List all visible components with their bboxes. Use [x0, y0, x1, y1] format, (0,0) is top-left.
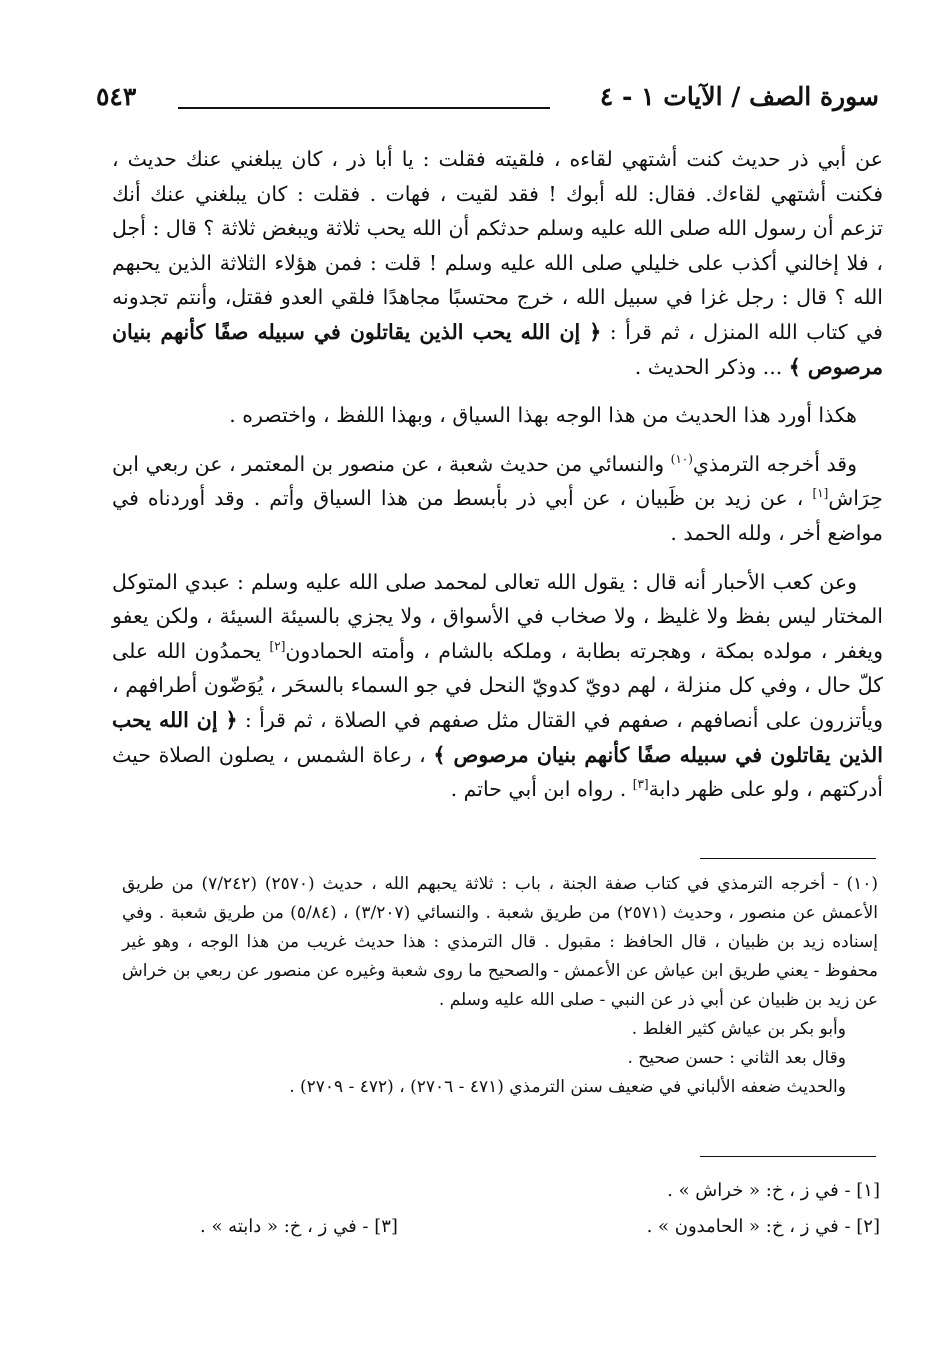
variant-notes	[200, 1170, 880, 1250]
footnote-10: (١٠) - أخرجه الترمذي في كتاب صفة الجنة ، باب : ثلاثة يحبهم الله ، حديث (٢٥٧٠) (٧/٢٤٢) من طريق الأعمش عن منصور ، وحديث (٢٥٧١) من طريق شعبة . والنسائي (٣/٢٠٧) ، (٥/٨٤) من طريق شعبة . وفي إسناده زيد بن ظبيان ، قال الحافظ : مقبول . قال الترمذي : هذا حديث غريب من هذا الوجه ، وهو غير محفوظ - يعني طريق ابن عياش عن الأعمش - والصحيح ما روى شعبة وغيره عن منصور عن ربعي بن خراش عن زيد بن ظبيان عن أبي ذر عن النبي - صلى الله عليه وسلم .	[122, 874, 879, 1010]
kaab-text-2: يحمدُون الله على كلّ حال ، وفي كل منزلة ، لهم دويّ كدويّ النحل في جو السماء بالسحَر ، يُوَضّون أطرافهم ، ويأتزرون على أنصافهم ، صفهم في القتال مثل صفهم في الصلاة ، ثم قرأ :	[112, 638, 883, 732]
note-ref[interactable]: [٢]	[269, 638, 286, 653]
variant-note-1: [١] - في ز ، خ: « خراش » .	[667, 1180, 880, 1201]
note-ref[interactable]: [٣]	[632, 777, 649, 792]
footnote-line: وقال بعد الثاني : حسن صحيح .	[627, 1048, 846, 1068]
header-rule	[178, 107, 550, 109]
footnote-line: والحديث ضعفه الألباني في ضعيف سنن الترمذي (٤٧١ - ٢٧٠٦) ، (٤٧٢ - ٢٧٠٩) .	[289, 1077, 846, 1097]
note-ref[interactable]: [١]	[812, 486, 829, 501]
footnote-line: وأبو بكر بن عياش كثير الغلط .	[631, 1019, 846, 1039]
footnote-ref[interactable]: (١٠)	[670, 451, 693, 466]
page-number: ٥٤٣	[96, 82, 137, 111]
paragraph-takhrij	[112, 447, 883, 551]
kaab-text-4: . رواه ابن أبي حاتم .	[450, 777, 627, 802]
takhrij-text-2: والنسائي من حديث شعبة ، عن منصور بن المعتمر ، عن ربعي ابن حِرَاش	[112, 451, 883, 511]
paragraph-comment	[112, 398, 883, 433]
hadith-text-end: ... وذكر الحديث .	[634, 354, 783, 379]
paragraph-kaab	[112, 565, 883, 807]
paragraph-hadith	[112, 142, 883, 384]
main-text	[112, 142, 883, 821]
quran-quote: ﴿ إن الله يحب الذين يقاتلون في سبيله صفًا كأنهم بنيان مرصوص ﴾	[112, 319, 883, 379]
variant-note-2: [٢] - في ز ، خ: « الحامدون » .	[646, 1216, 880, 1237]
notes-separator	[700, 1156, 876, 1157]
kaab-text-3: ، رعاة الشمس ، يصلون الصلاة حيث أدركتهم ، ولو على ظهر دابة	[112, 742, 883, 802]
running-title: سورة الصف / الآيات ١ - ٤	[599, 82, 879, 111]
hadith-text: عن أبي ذر حديث كنت أشتهي لقاءه ، فلقيته فقلت : يا أبا ذر ، كان يبلغني عنك حديث ، فكنت أشتهي لقاءك. فقال: لله أبوك ! فقد لقيت ، فهات . فقلت : كان يبلغني عنك أنك تزعم أن رسول الله صلى الله عليه وسلم حدثكم أن الله يحب ثلاثة ويبغض ثلاثة ؟ قال : أجل ، فلا إخالني أكذب على خليلي صلى الله عليه وسلم ! قلت : فمن هؤلاء الثلاثة الذين يحبهم الله ؟ قال : رجل غزا في سبيل الله ، خرج محتسبًا مجاهدًا فلقي العدو فقتل، وأنتم تجدونه في كتاب الله المنزل ، ثم قرأ :	[112, 147, 883, 344]
page-header	[96, 82, 879, 122]
variant-note-3: [٣] - في ز ، خ: « دابته » .	[200, 1216, 398, 1237]
kaab-text: وعن كعب الأحبار أنه قال : يقول الله تعالى لمحمد صلى الله عليه وسلم : عبدي المتوكل المختار ليس بفظ ولا غليظ ، ولا صخاب في الأسواق ، ولا يجزي بالسيئة السيئة ، ولكن يعفو ويغفر ، مولده بمكة ، وهجرته بطابة ، وملكه بالشام ، وأمته الحمادون	[112, 569, 883, 663]
quran-quote: ﴿ إن الله يحب الذين يقاتلون في سبيله صفًا كأنهم بنيان مرصوص ﴾	[112, 707, 883, 767]
takhrij-text: وقد أخرجه الترمذي	[692, 451, 857, 476]
footnote-separator	[700, 858, 876, 859]
takhrij-text-3: ، عن زيد بن ظَبيان ، عن أبي ذر بأبسط من هذا السياق وأتم . وقد أوردناه في مواضع أخر ، ولله الحمد .	[112, 486, 883, 545]
footnotes	[122, 870, 878, 1102]
comment-text: هكذا أورد هذا الحديث من هذا الوجه بهذا السياق ، وبهذا اللفظ ، واختصره .	[229, 403, 857, 428]
